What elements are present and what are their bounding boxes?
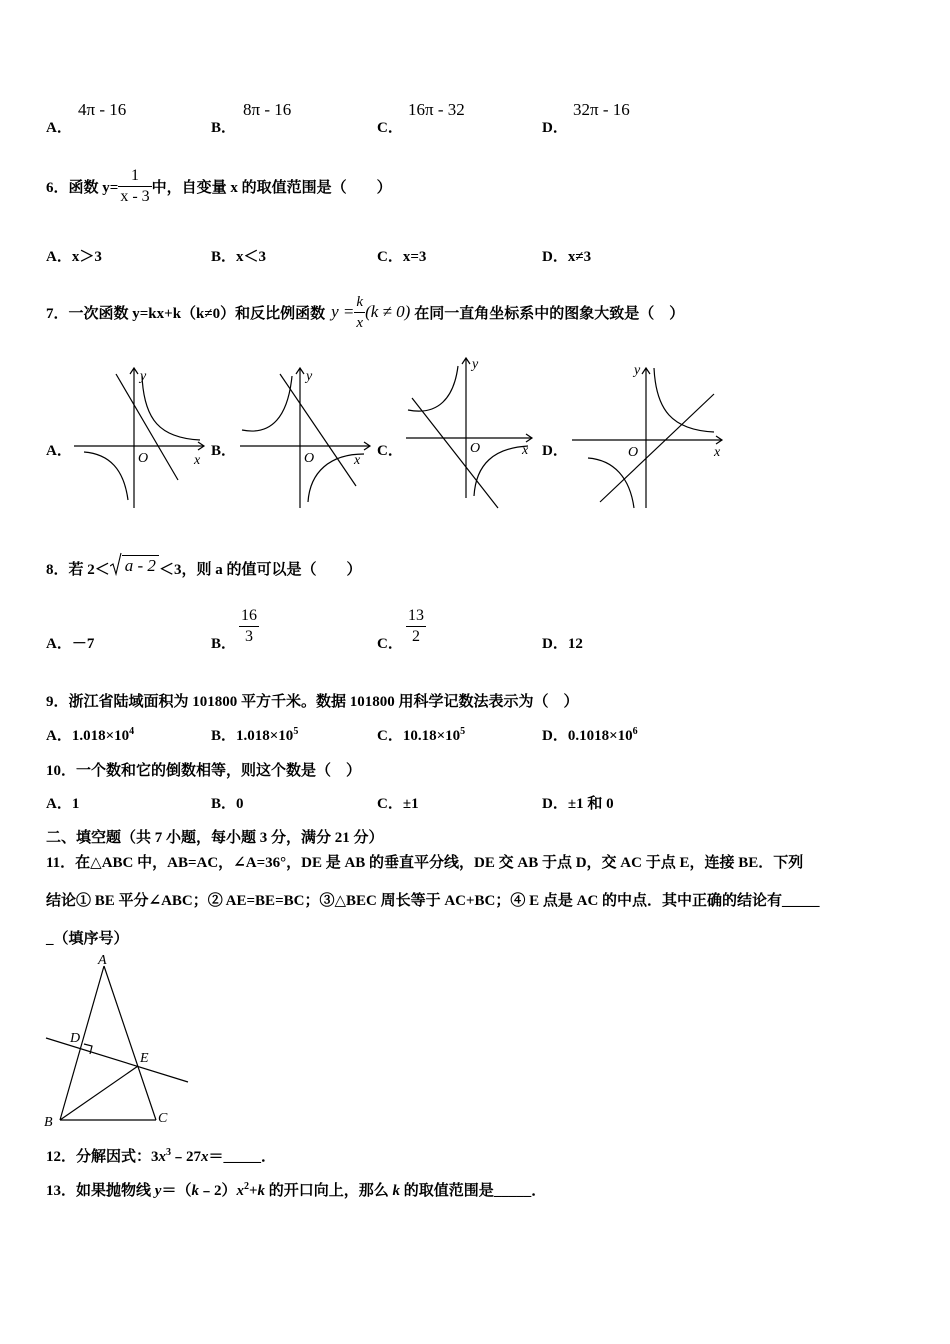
section-2-title: 二、填空题（共 7 小题，每小题 3 分，满分 21 分）	[46, 830, 384, 846]
q13-var-x: x	[236, 1183, 244, 1199]
q13-t5: 的开口向上，那么	[265, 1183, 393, 1199]
q9-stem: 9．浙江省陆域面积为 101800 平方千米。数据 101800 用科学记数法表示为（ ）	[46, 694, 579, 710]
q13-t4: +	[248, 1183, 258, 1199]
q9-option-a-base: A．1.018×10	[46, 728, 130, 744]
q9-option-d-exponent: 6	[632, 726, 638, 737]
q5-option-c-label: C．	[377, 120, 403, 136]
linear-function-line	[412, 398, 498, 508]
q7-graph-a-label: A．	[46, 443, 72, 459]
q12-var-x1: x	[158, 1149, 167, 1165]
q9-option-a	[46, 724, 134, 745]
q5-option-b-expr: 8π - 16	[243, 100, 292, 119]
y-axis-label: y	[140, 369, 147, 384]
q7-graph-d-label: D．	[542, 443, 568, 459]
q7-graph-a	[70, 360, 210, 510]
q9-option-c-base: C．10.18×10	[377, 728, 461, 744]
q9-option-c-exponent: 5	[460, 726, 466, 737]
q5-option-d-label: D．	[542, 120, 568, 136]
q5-option-b-label: B．	[211, 120, 237, 136]
q6-option-b: B．x＜3	[211, 249, 267, 265]
q8-option-b-denominator: 3	[245, 628, 253, 645]
linear-function-line	[280, 374, 356, 486]
q11-line-2: 结论① BE 平分∠ABC；② AE=BE=BC；③△BEC 周长等于 AC+BC；④ E 点是 AC 的中点．其中正确的结论有_____	[46, 893, 820, 909]
q9-option-d	[542, 724, 638, 745]
q13-exponent: 2	[243, 1181, 249, 1192]
vertex-a-label: A	[98, 953, 107, 968]
q8-option-d: D．12	[542, 636, 583, 652]
q6-fraction	[118, 166, 151, 207]
q7-graph-d	[568, 360, 728, 512]
q13-t2: ＝（	[161, 1183, 192, 1199]
x-axis-label: x	[522, 443, 529, 458]
q7-formula-denominator: x	[356, 314, 364, 331]
origin-label: O	[304, 451, 315, 466]
hyperbola-branch-lower-left	[588, 458, 634, 508]
linear-function-line	[600, 394, 714, 502]
q5-option-a-label: A．	[46, 120, 72, 136]
hyperbola-branch-upper	[142, 376, 200, 440]
origin-label: O	[138, 451, 149, 466]
x-axis-label: x	[194, 453, 201, 468]
q5-option-d-expr: 32π - 16	[573, 100, 630, 119]
q9-option-b-base: B．1.018×10	[211, 728, 294, 744]
hyperbola-branch-upper-left	[242, 376, 292, 431]
q8-option-c-numerator: 13	[406, 606, 426, 627]
q13-t1: 13．如果抛物线	[46, 1183, 155, 1199]
q7-graph-b	[236, 360, 376, 510]
q6-prefix: 6．函数 y=	[46, 179, 119, 196]
q8-prefix: 8．若 2＜	[46, 561, 110, 578]
q9-option-c	[377, 724, 465, 745]
q8-stem	[46, 548, 361, 588]
q6-suffix: 中，自变量 x 的取值范围是（ ）	[151, 179, 392, 196]
q6-fraction-denominator: x - 3	[120, 187, 150, 205]
q7-stem	[46, 283, 684, 341]
q12-mid: ﹣27	[171, 1149, 202, 1165]
q13-t6: 的取值范围是_____．	[400, 1183, 547, 1199]
q8-option-c-denominator: 2	[412, 628, 420, 645]
q10-option-a: A．1	[46, 796, 80, 812]
y-axis-label: y	[472, 357, 479, 372]
q13-var-k1: k	[191, 1183, 199, 1199]
q8-option-b-label: B．	[211, 636, 237, 652]
q5-option-a-expr: 4π - 16	[78, 100, 127, 119]
q6-option-a: A．x＞3	[46, 249, 102, 265]
q9-option-a-exponent: 4	[129, 726, 135, 737]
q9-option-b-exponent: 5	[293, 726, 299, 737]
right-angle-mark	[84, 1044, 92, 1054]
q10-option-d: D．±1 和 0	[542, 796, 614, 812]
perpendicular-bisector-de	[46, 1038, 188, 1082]
q11-line-3: _（填序号）	[46, 931, 129, 947]
side-ac	[104, 966, 156, 1120]
q10-option-b: B．0	[211, 796, 244, 812]
q12-stem	[46, 1145, 276, 1166]
q13-t3: ﹣2）	[198, 1183, 237, 1199]
segment-be	[60, 1066, 138, 1120]
point-d-label: D	[70, 1031, 81, 1046]
q13-var-k2: k	[257, 1183, 266, 1199]
q9-option-d-base: D．0.1018×10	[542, 728, 633, 744]
q5-option-c-expr: 16π - 32	[408, 100, 465, 119]
q12-suffix: ＝_____．	[208, 1149, 277, 1165]
y-axis-label: y	[634, 363, 641, 378]
x-axis-label: x	[714, 445, 721, 460]
q6-option-c: C．x=3	[377, 249, 427, 265]
origin-label: O	[470, 441, 481, 456]
point-e-label: E	[140, 1051, 149, 1066]
side-ab	[60, 966, 104, 1120]
q9-option-b	[211, 724, 298, 745]
origin-label: O	[628, 445, 639, 460]
vertex-c-label: C	[158, 1111, 168, 1126]
q7-graph-c	[402, 352, 542, 512]
q7-suffix: 在同一直角坐标系中的图象大致是（ ）	[414, 305, 685, 322]
q12-var-x2: x	[201, 1149, 209, 1165]
q7-prefix: 7．一次函数 y=kx+k（k≠0）和反比例函数	[46, 305, 326, 322]
q6-option-d: D．x≠3	[542, 249, 592, 265]
q8-option-a: A．－7	[46, 636, 95, 652]
q7-graph-c-label: C．	[377, 443, 403, 459]
x-axis-label: x	[354, 453, 361, 468]
q7-formula-numerator: k	[354, 292, 365, 313]
q8-option-c-label: C．	[377, 636, 403, 652]
y-axis-label: y	[306, 369, 313, 384]
q7-formula-lhs: y =	[331, 302, 355, 321]
q10-stem: 10．一个数和它的倒数相等，则这个数是（ ）	[46, 763, 362, 779]
q10-option-c: C．±1	[377, 796, 419, 812]
radical-sign	[110, 552, 122, 576]
q11-line-1: 11．在△ABC 中，AB=AC，∠A=36°，DE 是 AB 的垂直平分线，DE 交 AB 于点 D，交 AC 于点 E，连接 BE．下列	[46, 855, 804, 871]
q13-var-y: y	[154, 1183, 162, 1199]
q6-fraction-numerator: 1	[118, 166, 151, 187]
hyperbola-branch-upper-left	[408, 366, 458, 411]
q7-formula-fraction	[354, 292, 365, 333]
q12-prefix: 12．分解因式：3	[46, 1149, 159, 1165]
hyperbola-branch-lower	[84, 452, 128, 500]
q8-option-c-fraction	[406, 606, 426, 647]
q7-graph-b-label: B．	[211, 443, 237, 459]
q13-var-k3: k	[392, 1183, 401, 1199]
q8-option-b-fraction	[239, 606, 259, 647]
q12-exponent: 3	[166, 1147, 172, 1158]
q13-stem	[46, 1179, 546, 1200]
sqrt-icon	[110, 552, 159, 576]
vertex-b-label: B	[44, 1115, 53, 1130]
q8-suffix: ＜3，则 a 的值可以是（ ）	[158, 561, 362, 578]
q7-formula-condition: (k ≠ 0)	[365, 302, 411, 321]
q11-triangle-figure	[40, 952, 200, 1132]
q8-option-b-numerator: 16	[239, 606, 259, 627]
q8-radicand: a - 2	[122, 555, 159, 576]
q6-stem	[46, 163, 392, 209]
